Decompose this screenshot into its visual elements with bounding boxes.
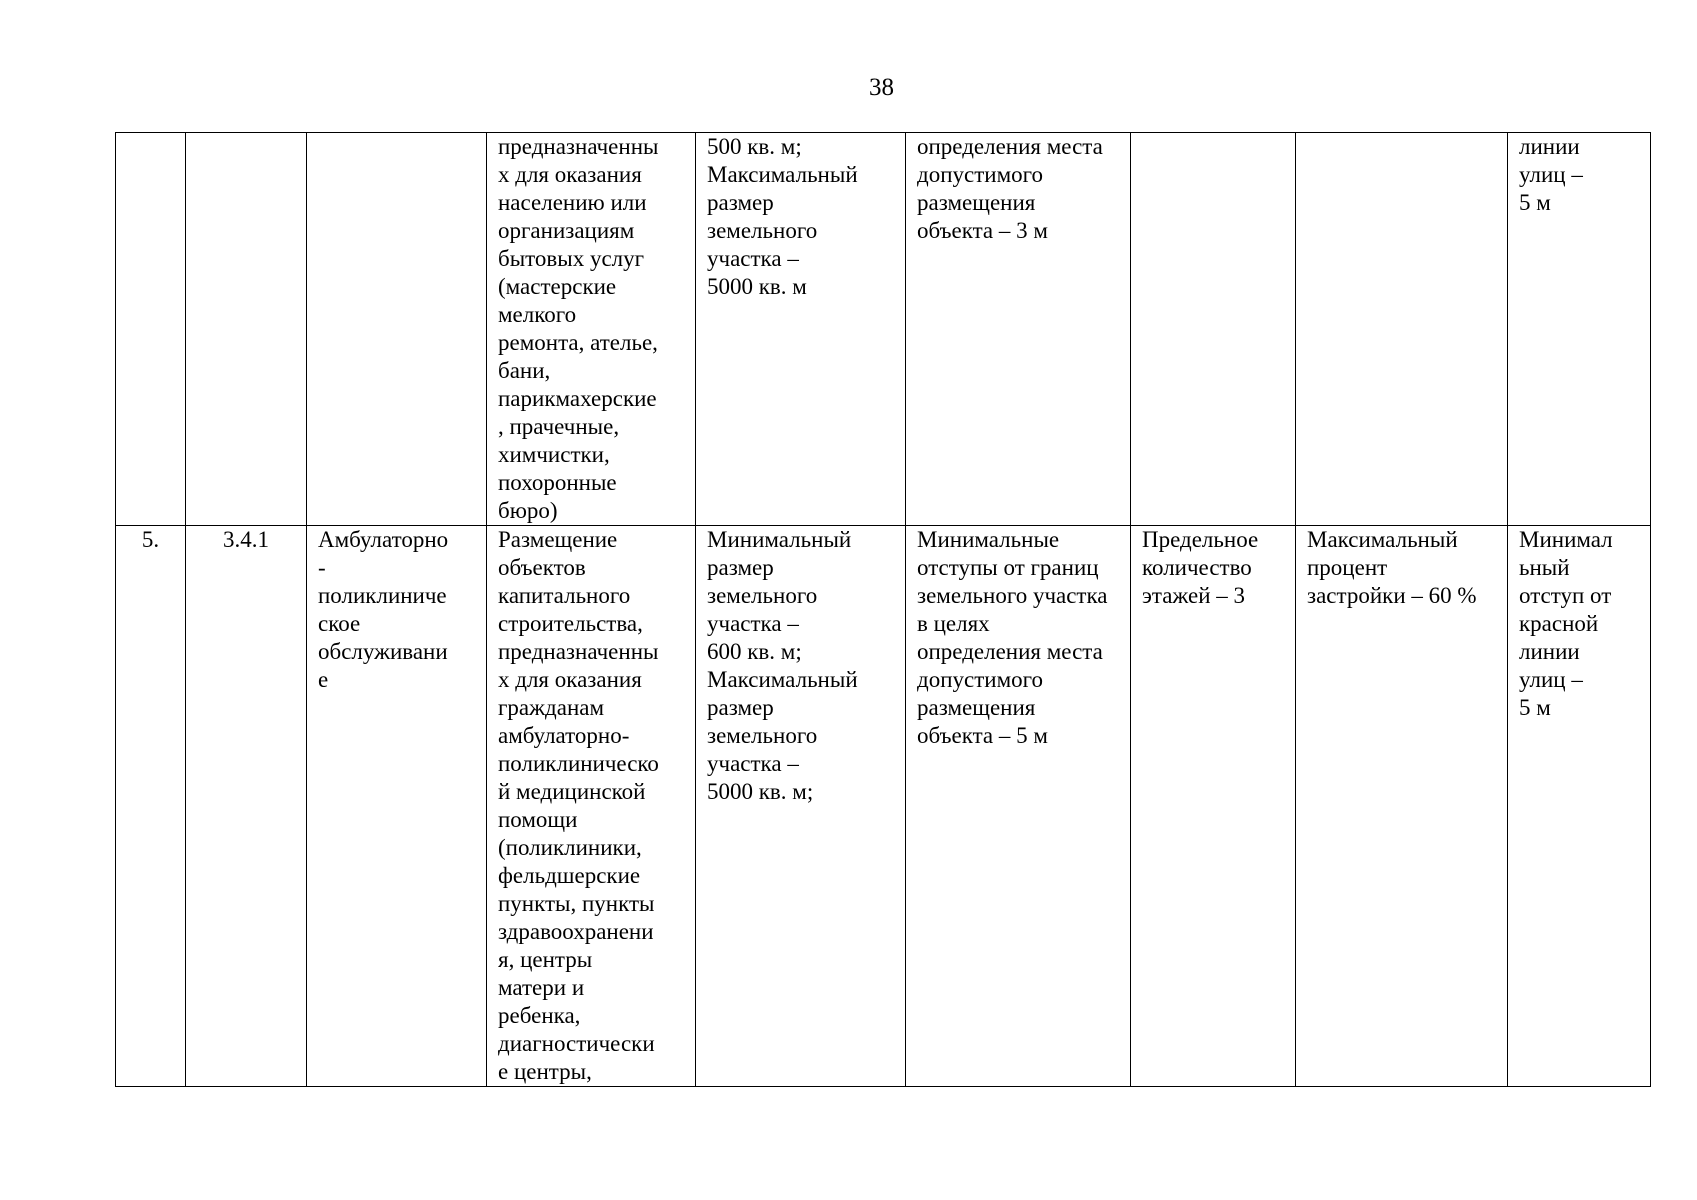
table-row — [116, 526, 1651, 1087]
row-number-cell — [116, 133, 186, 526]
use-description-cell: предназначенны х для оказания населению или организациям бытовых услуг (мастерские мелкого ремонта, ателье, бани, парикмахерские , прачечные, химчистки, похоронные бюро) — [487, 133, 696, 526]
classifier-code-cell: 3.4.1 — [186, 526, 307, 1087]
floors-cell: Предельное количество этажей – 3 — [1131, 526, 1296, 1087]
plot-size-cell: 500 кв. м; Максимальный размер земельного участка – 5000 кв. м — [696, 133, 906, 526]
zoning-table — [115, 132, 1651, 1087]
red-line-setback-cell: Минимал ьный отступ от красной линии улиц – 5 м — [1508, 526, 1651, 1087]
use-description-cell: Размещение объектов капитального строительства, предназначенны х для оказания гражданам амбулаторно- поликлиническо й медицинской помощи (поликлиники, фельдшерские пункты, пункты здравоохранени я, центры матери и ребенка, диагностически е центры, — [487, 526, 696, 1087]
floors-cell — [1131, 133, 1296, 526]
page-number: 38 — [869, 74, 894, 101]
coverage-cell: Максимальный процент застройки – 60 % — [1296, 526, 1508, 1087]
row-number-cell: 5. — [116, 526, 186, 1087]
use-name-cell: Амбулаторно - поликлиниче ское обслуживани е — [307, 526, 487, 1087]
red-line-setback-cell: линии улиц – 5 м — [1508, 133, 1651, 526]
setbacks-cell: Минимальные отступы от границ земельного участка в целях определения места допустимого размещения объекта – 5 м — [906, 526, 1131, 1087]
coverage-cell — [1296, 133, 1508, 526]
use-name-cell — [307, 133, 487, 526]
setbacks-cell: определения места допустимого размещения объекта – 3 м — [906, 133, 1131, 526]
classifier-code-cell — [186, 133, 307, 526]
table-row — [116, 133, 1651, 526]
plot-size-cell: Минимальный размер земельного участка – 600 кв. м; Максимальный размер земельного участка – 5000 кв. м; — [696, 526, 906, 1087]
